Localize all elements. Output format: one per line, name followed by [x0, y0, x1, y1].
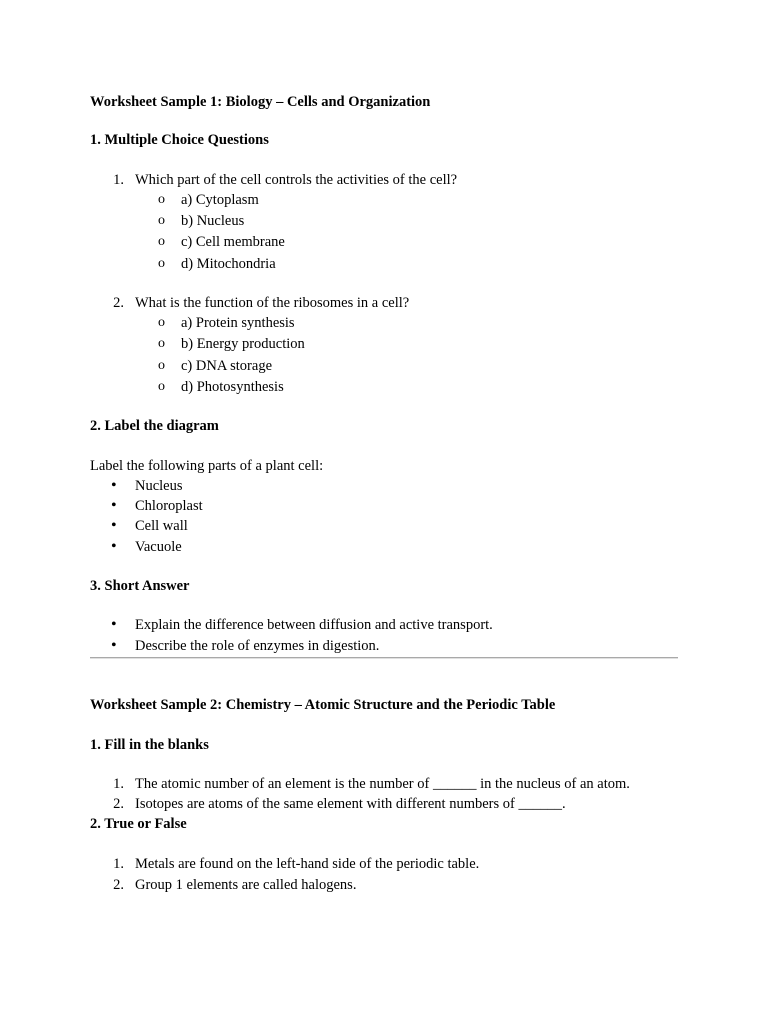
option-marker: o	[158, 379, 165, 394]
worksheet-1-title: Worksheet Sample 1: Biology – Cells and Organization	[90, 94, 431, 110]
list-item: Explain the difference between diffusion and active transport.	[135, 617, 493, 633]
ws2-section-1-heading: 1. Fill in the blanks	[90, 737, 209, 753]
ws1-section-2-heading: 2. Label the diagram	[90, 418, 219, 434]
bullet-marker: •	[111, 637, 117, 654]
bullet-marker: •	[111, 616, 117, 633]
option-marker: o	[158, 256, 165, 271]
bullet-marker: •	[111, 517, 117, 534]
option-text: d) Photosynthesis	[181, 379, 284, 395]
option-marker: o	[158, 336, 165, 351]
option-marker: o	[158, 358, 165, 373]
true-false-item: Metals are found on the left-hand side of the periodic table.	[135, 856, 480, 872]
option-marker: o	[158, 234, 165, 249]
list-item: Vacuole	[135, 539, 182, 555]
option-text: b) Nucleus	[181, 213, 245, 229]
fill-blank-item: Isotopes are atoms of the same element with different numbers of ______.	[135, 796, 566, 812]
question-number: 2.	[113, 295, 124, 311]
question-number: 1.	[113, 172, 124, 188]
list-item: Chloroplast	[135, 498, 203, 514]
true-false-item: Group 1 elements are called halogens.	[135, 877, 357, 893]
label-intro-text: Label the following parts of a plant cell:	[90, 458, 324, 474]
item-number: 2.	[113, 877, 124, 893]
option-text: a) Cytoplasm	[181, 192, 259, 208]
option-text: b) Energy production	[181, 336, 305, 352]
list-item: Cell wall	[135, 518, 188, 534]
item-number: 2.	[113, 796, 124, 812]
bullet-marker: •	[111, 477, 117, 494]
option-marker: o	[158, 315, 165, 330]
option-marker: o	[158, 192, 165, 207]
item-number: 1.	[113, 856, 124, 872]
bullet-marker: •	[111, 497, 117, 514]
item-number: 1.	[113, 776, 124, 792]
question-text: Which part of the cell controls the activities of the cell?	[135, 172, 458, 188]
list-item: Nucleus	[135, 478, 183, 494]
bullet-marker: •	[111, 538, 117, 555]
worksheet-2-title: Worksheet Sample 2: Chemistry – Atomic Structure and the Periodic Table	[90, 697, 556, 713]
option-text: d) Mitochondria	[181, 256, 276, 272]
option-marker: o	[158, 213, 165, 228]
list-item: Describe the role of enzymes in digestion.	[135, 638, 380, 654]
fill-blank-item: The atomic number of an element is the number of ______ in the nucleus of an atom.	[135, 776, 630, 792]
question-text: What is the function of the ribosomes in a cell?	[135, 295, 410, 311]
option-text: c) DNA storage	[181, 358, 273, 374]
ws2-section-2-heading: 2. True or False	[90, 816, 187, 832]
option-text: a) Protein synthesis	[181, 315, 295, 331]
option-text: c) Cell membrane	[181, 234, 285, 250]
ws1-section-1-heading: 1. Multiple Choice Questions	[90, 132, 269, 148]
ws1-section-3-heading: 3. Short Answer	[90, 578, 190, 594]
horizontal-divider	[90, 657, 678, 659]
